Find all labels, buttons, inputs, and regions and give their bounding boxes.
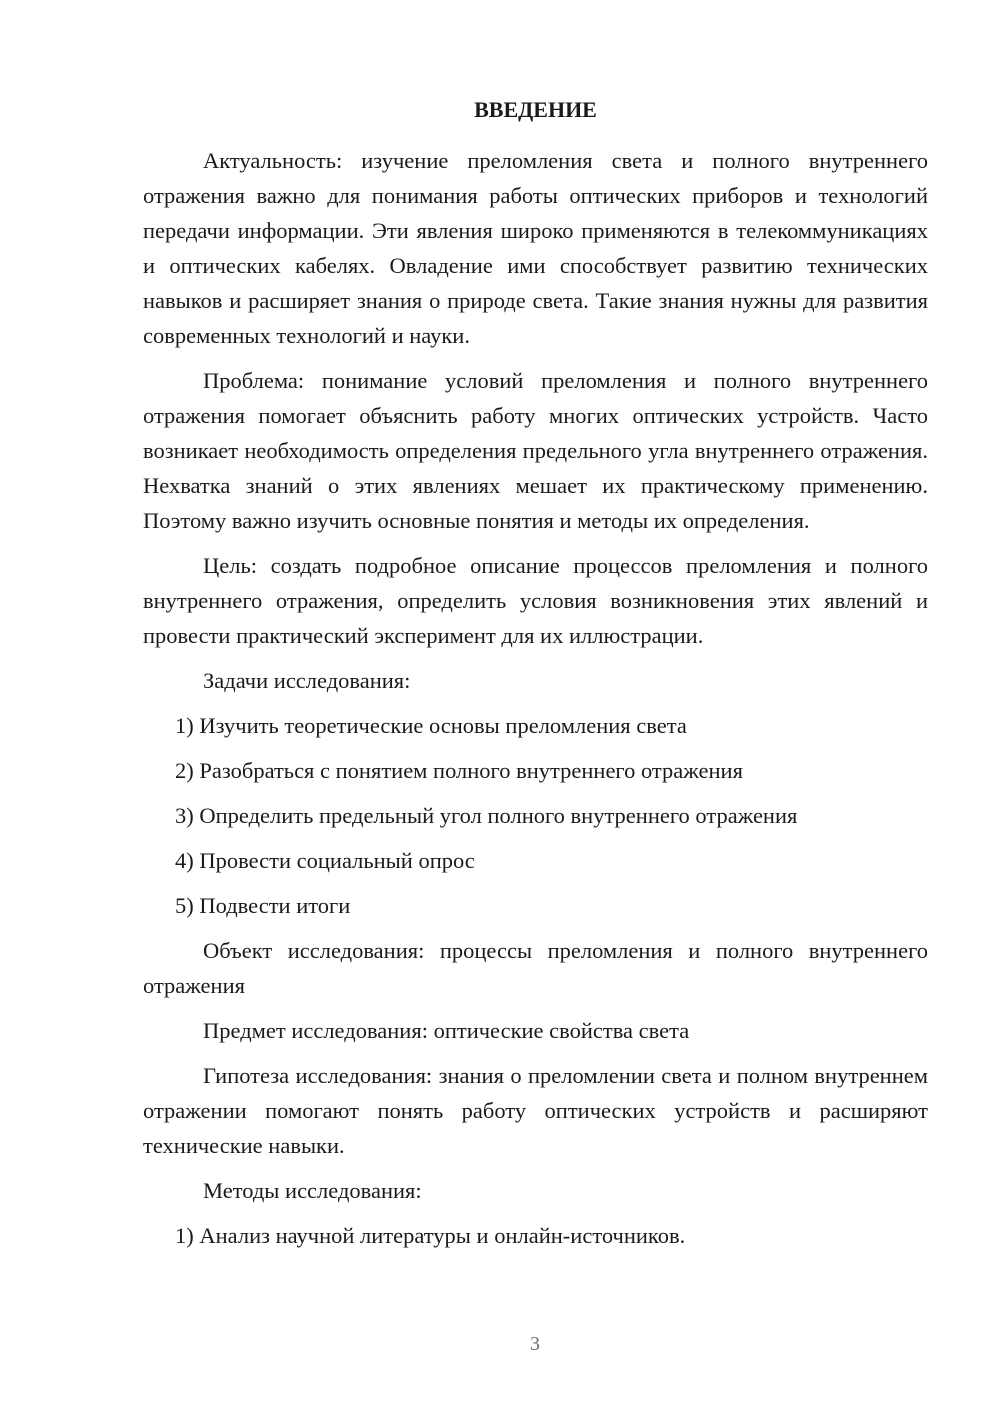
tasks-list	[143, 708, 928, 923]
task-item: 1) Изучить теоретические основы преломления света	[175, 713, 687, 738]
relevance-paragraph: Актуальность: изучение преломления света и полного внутреннего отражения важно для понимания работы оптических приборов и технологий передачи информации. Эти явления широко применяются в телекоммуникациях и оптических кабелях. Овладение ими способствует развитию технических навыков и расширяет знания о природе света. Такие знания нужны для развития современных технологий и науки.	[143, 148, 928, 348]
subject-paragraph: Предмет исследования: оптические свойства света	[203, 1018, 690, 1043]
task-item: 5) Подвести итоги	[175, 893, 351, 918]
task-item: 4) Провести социальный опрос	[175, 848, 475, 873]
tasks-label: Задачи исследования:	[203, 668, 411, 693]
object-paragraph: Объект исследования: процессы преломления и полного внутреннего отражения	[143, 938, 928, 998]
problem-paragraph: Проблема: понимание условий преломления и полного внутреннего отражения помогает объяснить работу многих оптических устройств. Часто возникает необходимость определения предельного угла внутреннего отражения. Нехватка знаний о этих явлениях мешает их практическому применению. Поэтому важно изучить основные понятия и методы их определения.	[143, 368, 928, 533]
method-item: 1) Анализ научной литературы и онлайн-источников.	[175, 1223, 686, 1248]
document-page	[143, 92, 928, 1263]
page-number: 3	[530, 1333, 540, 1355]
methods-list	[143, 1218, 928, 1253]
goal-paragraph: Цель: создать подробное описание процессов преломления и полного внутреннего отражения, определить условия возникновения этих явлений и провести практический эксперимент для их иллюстрации.	[143, 553, 928, 648]
task-item: 2) Разобраться с понятием полного внутреннего отражения	[175, 758, 743, 783]
task-item: 3) Определить предельный угол полного внутреннего отражения	[175, 803, 798, 828]
section-heading: ВВЕДЕНИЕ	[474, 97, 597, 122]
methods-label: Методы исследования:	[203, 1178, 422, 1203]
hypothesis-paragraph: Гипотеза исследования: знания о преломлении света и полном внутреннем отражении помогают понять работу оптических устройств и расширяют технические навыки.	[143, 1063, 928, 1158]
